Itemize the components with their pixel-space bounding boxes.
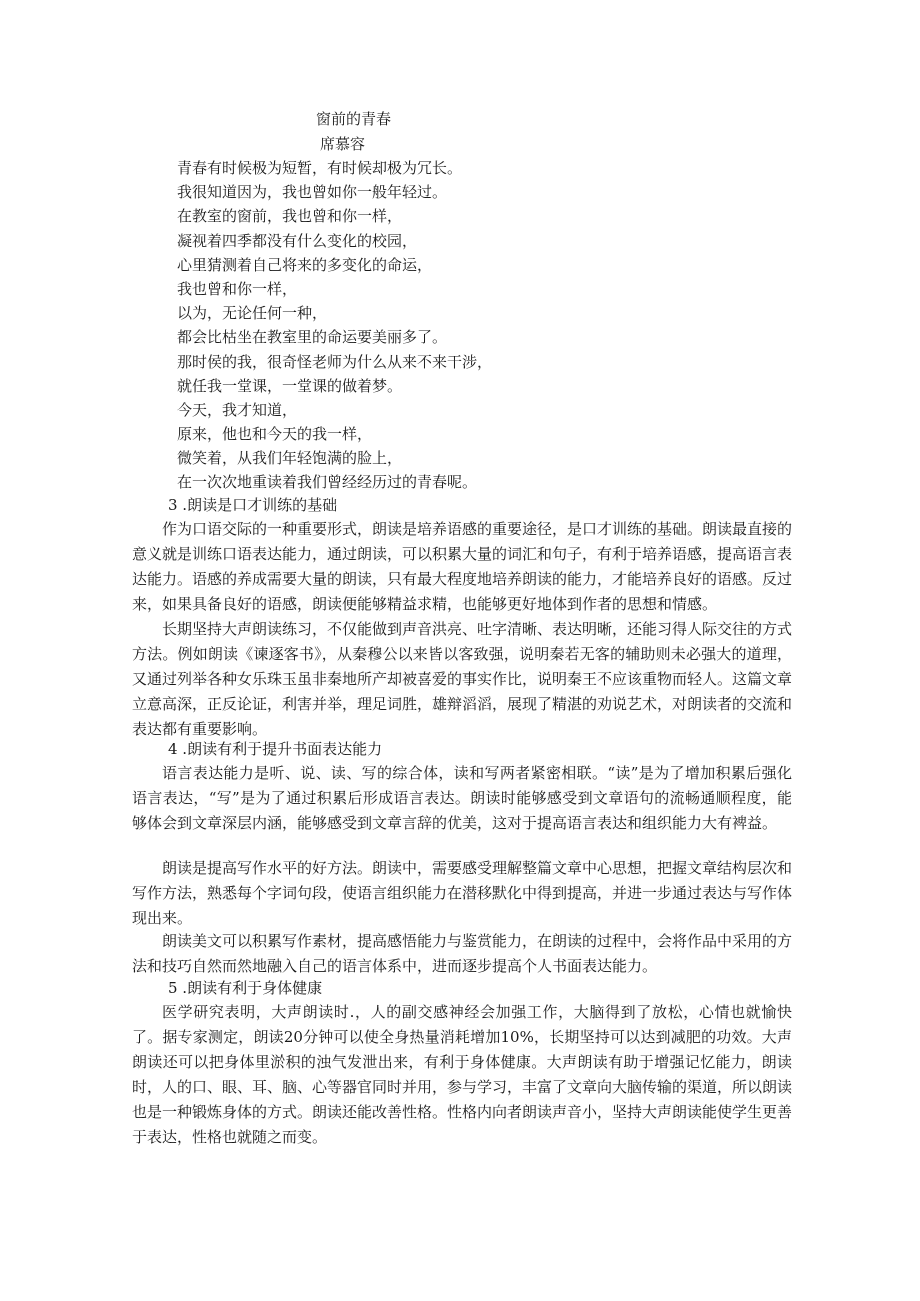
poem-line: 凝视着四季都没有什么变化的校园， [177,231,418,250]
poem-line: 心里猜测着自己将来的多变化的命运， [177,255,433,274]
section-4-paragraph-3: 朗读美文可以积累写作素材，提高感悟能力与鉴赏能力，在朗读的过程中，会将作品中采用的方法和技巧自然而然地融入自己的语言体系中，进而逐步提高个人书面表达能力。 [132,932,793,975]
poem-line: 在一次次地重读着我们曾经经历过的青春呢。 [177,473,478,492]
poem-line: 那时侯的我，很奇怪老师为什么从来不来干涉， [177,352,493,371]
poem-line: 青春有时候极为短暂，有时候却极为冗长。 [177,159,463,177]
section-5-paragraph-1: 医学研究表明，大声朗读时.，人的副交感神经会加强工作，大脑得到了放松，心情也就愉快了。据专家测定，朗读20分钟可以使全身热量消耗增加10%，长期坚持可以达到减肥的功效。大声朗读还可以把身体里淤积的浊气发泄出来，有利于身体健康。大声朗读有助于增强记忆能力，朗读时，人的口、眼、耳、脑、心等器官同时并用，参与学习，丰富了文章向大脑传输的渠道，所以朗读也是一种锻炼身体的方式。朗读还能改善性格。性格内向者朗读声音小，坚持大声朗读能使学生更善于表达，性格也就随之而变。 [132,1003,793,1146]
section-4-paragraph-1: 语言表达能力是听、说、读、写的综合体，读和写两者紧密相联。“读”是为了增加积累后强化语言表达，“写”是为了通过积累后形成语言表达。朗读时能够感受到文章语句的流畅通顺程度，能够体会到文章深层内涵，能够感受到文章言辞的优美，这对于提高语言表达和组织能力大有裨益。 [132,764,792,832]
poem-line: 微笑着，从我们年轻饱满的脸上， [177,449,403,468]
poem-line: 以为，无论任何一种， [177,304,328,323]
section-4-paragraph-2: 朗读是提高写作水平的好方法。朗读中，需要感受理解整篇文章中心思想，把握文章结构层次和写作方法，熟悉每个字词句段，使语言组织能力在潜移默化中得到提高，并进一步通过表达与写作体现出来。 [132,859,793,927]
poem-line: 原来，他也和今天的我一样， [177,425,373,444]
section-3-paragraph-2: 长期坚持大声朗读练习，不仅能做到声音洪亮、吐字清晰、表达明晰，还能习得人际交往的方式方法。例如朗读《谏逐客书》，从秦穆公以来皆以客致强，说明秦若无客的辅助则未必强大的道理，又通过列举各种女乐珠玉虽非秦地所产却被喜爱的事实作比，说明秦王不应该重物而轻人。这篇文章立意高深，正反论证，利害并举，理足词胜，雄辩滔滔，展现了精湛的劝说艺术，对朗读者的交流和表达都有重要影响。 [132,620,793,738]
section-3-paragraph-1: 作为口语交际的一种重要形式，朗读是培养语感的重要途径，是口才训练的基础。朗读最直接的意义就是训练口语表达能力，通过朗读，可以积累大量的词汇和句子，有利于培养语感，提高语言表达能力。语感的养成需要大量的朗读，只有最大程度地培养朗读的能力，才能培养良好的语感。反过来，如果具备良好的语感，朗读便能够精益求精，也能够更好地体到作者的思想和情感。 [132,520,793,613]
section-4-heading: 4 .朗读有利于提升书面表达能力 [168,740,383,758]
poem-line: 我也曾和你一样， [177,279,298,298]
poem-line: 就任我一堂课，一堂课的做着梦。 [177,376,403,395]
poem-lines [177,156,492,495]
poem-line: 都会比枯坐在教室里的命运要美丽多了。 [177,328,448,347]
section-3-heading: 3 .朗读是口才训练的基础 [168,496,338,514]
poem-line: 在教室的窗前，我也曾和你一样， [177,207,403,226]
poem-title: 窗前的青春 [316,110,392,128]
section-5-heading: 5 .朗读有利于身体健康 [168,979,323,997]
poem-line: 今天，我才知道， [177,400,298,419]
poem-line: 我很知道因为，我也曾如你一般年轻过。 [177,183,448,202]
poem-author: 席慕容 [320,135,366,153]
